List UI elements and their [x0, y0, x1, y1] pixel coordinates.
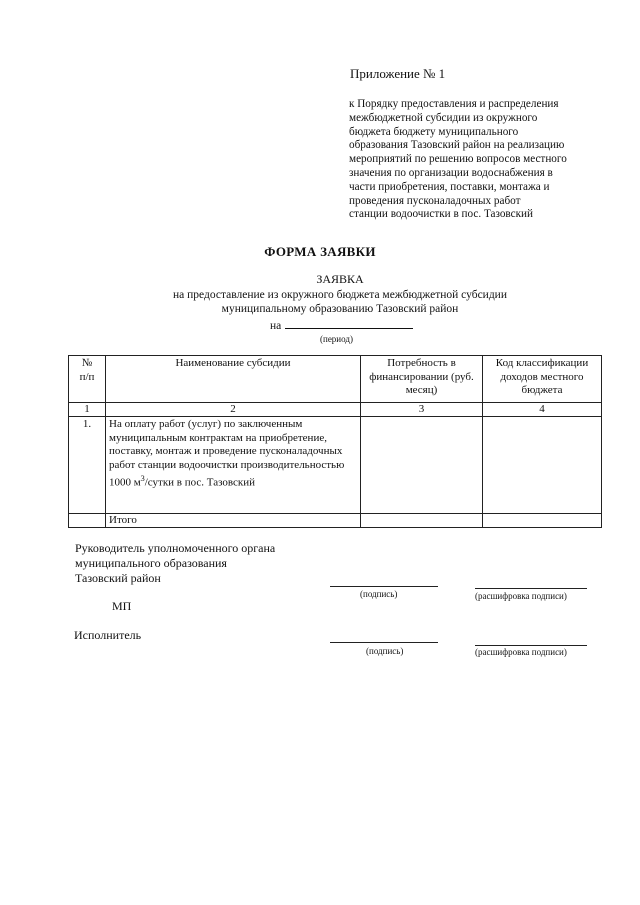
appendix-line: мероприятий по решению вопросов местного: [349, 153, 567, 166]
header-code: Код классификации доходов местного бюджета: [483, 356, 602, 403]
performer-signature-hint: (подпись): [366, 646, 404, 656]
row-need-cell[interactable]: [361, 417, 483, 514]
row-name-sup: 3: [140, 474, 145, 483]
col-number: 2: [106, 403, 361, 417]
appendix-line: бюджета бюджету муниципального: [349, 125, 519, 138]
col-number: 3: [361, 403, 483, 417]
period-blank[interactable]: [285, 318, 413, 329]
appendix-line: значения по организации водоснабжения в: [349, 166, 553, 179]
stamp-place: МП: [112, 599, 132, 613]
period-hint: (период): [320, 334, 353, 344]
head-line: Руководитель уполномоченного органа: [75, 541, 276, 555]
total-num-cell: [69, 514, 106, 528]
row-name-tail: /сутки в пос. Тазовский: [144, 476, 256, 489]
head-signature-line[interactable]: [330, 586, 438, 587]
application-title: ЗАЯВКА: [316, 272, 364, 286]
column-number-row: [69, 403, 602, 417]
total-need-cell[interactable]: [361, 514, 483, 528]
appendix-line: к Порядку предоставления и распределения: [349, 98, 559, 110]
appendix-line: части приобретения, поставки, монтажа и: [349, 180, 550, 193]
period-field[interactable]: [270, 318, 413, 332]
row-num: 1.: [69, 417, 106, 514]
application-line-2: муниципальному образованию Тазовский район: [221, 303, 459, 315]
header-num: [69, 356, 106, 403]
form-title: ФОРМА ЗАЯВКИ: [264, 244, 376, 259]
head-decode-hint: (расшифровка подписи): [475, 591, 567, 601]
row-name: [106, 417, 361, 514]
row-code-cell[interactable]: [483, 417, 602, 514]
head-signature-hint: (подпись): [360, 589, 398, 599]
appendix-line: межбюджетной субсидии из окружного: [349, 111, 538, 124]
header-name: Наименование субсидии: [106, 356, 361, 403]
performer-label: Исполнитель: [74, 628, 142, 642]
col-number: 4: [483, 403, 602, 417]
table-row: [69, 417, 602, 514]
header-num-line1: №: [81, 357, 93, 369]
total-label: Итого: [106, 514, 361, 528]
head-line: Тазовский район: [75, 571, 161, 585]
appendix-line: образования Тазовский район на реализацию: [349, 139, 565, 152]
table-header-row: [69, 356, 602, 403]
performer-decode-hint: (расшифровка подписи): [475, 647, 567, 657]
total-row: [69, 514, 602, 528]
head-decode-line[interactable]: [475, 588, 587, 589]
col-number: 1: [69, 403, 106, 417]
appendix-line: проведения пусконаладочных работ: [349, 194, 521, 207]
appendix-description: [349, 98, 611, 222]
subsidy-table: [68, 355, 602, 528]
performer-decode-line[interactable]: [475, 645, 587, 646]
total-code-cell[interactable]: [483, 514, 602, 528]
header-need: Потребность в финансировании (руб. месяц): [361, 356, 483, 403]
row-name-capacity: 1000 м: [109, 476, 141, 489]
period-prefix: на: [270, 320, 282, 332]
application-line-1: на предоставление из окружного бюджета межбюджетной субсидии: [173, 289, 507, 301]
head-signatory: [75, 541, 275, 586]
header-num-line2: п/п: [79, 370, 95, 383]
performer-signature-line[interactable]: [330, 642, 438, 643]
appendix-title: Приложение № 1: [350, 66, 446, 81]
head-line: муниципального образования: [75, 556, 227, 570]
appendix-line: станции водоочистки в пос. Тазовский: [349, 208, 534, 221]
application-subtitle: [0, 288, 640, 316]
row-name-main: На оплату работ (услуг) по заключенным муниципальным контрактам на приобретение, поставку, монтаж и проведение пусконаладочных работ станции водоочистки производительностью: [109, 418, 345, 471]
